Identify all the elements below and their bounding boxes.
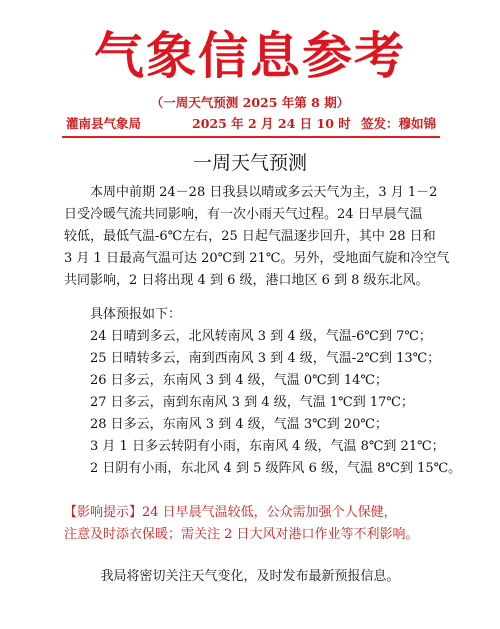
- warning-line: 【影响提示】24 日早晨气温较低，公众需加强个人保健，: [64, 505, 397, 520]
- intro-line: 较低，最低气温-6℃左右，25 日起气温逐步回升，其中 28 日和: [64, 229, 436, 244]
- forecast-item: 26 日多云，东南风 3 到 4 级，气温 0℃到 14℃；: [90, 373, 388, 388]
- forecast-item: 25 日晴转多云，南到西南风 3 到 4 级，气温-2℃到 13℃；: [90, 351, 441, 366]
- issue-number: （一周天气预测 2025 年第 8 期）: [150, 95, 350, 110]
- document-title: 一周天气预测: [192, 152, 307, 174]
- impact-warning: [64, 502, 419, 546]
- forecast-heading: 具体预报如下：: [90, 307, 182, 322]
- forecast-item: 3 月 1 日多云转阴有小雨，东南风 4 级，气温 8℃到 21℃；: [90, 439, 445, 454]
- issuing-bureau: 灌南县气象局: [66, 116, 142, 131]
- intro-line: 日受冷暖气流共同影响，有一次小雨天气过程。24 日早晨气温: [64, 207, 423, 222]
- forecast-item: 24 日晴到多云，北风转南风 3 到 4 级，气温-6℃到 7℃；: [90, 329, 432, 344]
- issue-datetime: 2025 年 2 月 24 日 10 时: [192, 116, 351, 131]
- header-divider: [62, 136, 440, 138]
- forecast-list: [90, 326, 461, 480]
- forecast-item: 27 日多云，南到东南风 3 到 4 级，气温 1℃到 17℃；: [90, 395, 414, 410]
- signer: 签发：穆如锦: [360, 116, 436, 131]
- forecast-item: 28 日多云，东南风 3 到 4 级，气温 3℃到 20℃；: [90, 417, 388, 432]
- header-meta-row: [66, 116, 436, 132]
- intro-paragraph: [64, 182, 450, 292]
- intro-line: 3 月 1 日最高气温可达 20℃到 21℃。另外，受地面气旋和冷空气: [64, 251, 450, 266]
- warning-line: 注意及时添衣保暖；需关注 2 日大风对港口作业等不利影响。: [64, 527, 419, 542]
- forecast-item: 2 日阴有小雨，东北风 4 到 5 级阵风 6 级，气温 8℃到 15℃。: [90, 461, 462, 476]
- intro-line: 共同影响，2 日将出现 4 到 6 级，港口地区 6 到 8 级东北风。: [64, 273, 429, 288]
- intro-line: 本周中前期 24－28 日我县以晴或多云天气为主，3 月 1－2: [90, 185, 438, 200]
- masthead-title: 气象信息参考: [94, 26, 406, 85]
- closing-statement: 我局将密切关注天气变化，及时发布最新预报信息。: [100, 569, 400, 584]
